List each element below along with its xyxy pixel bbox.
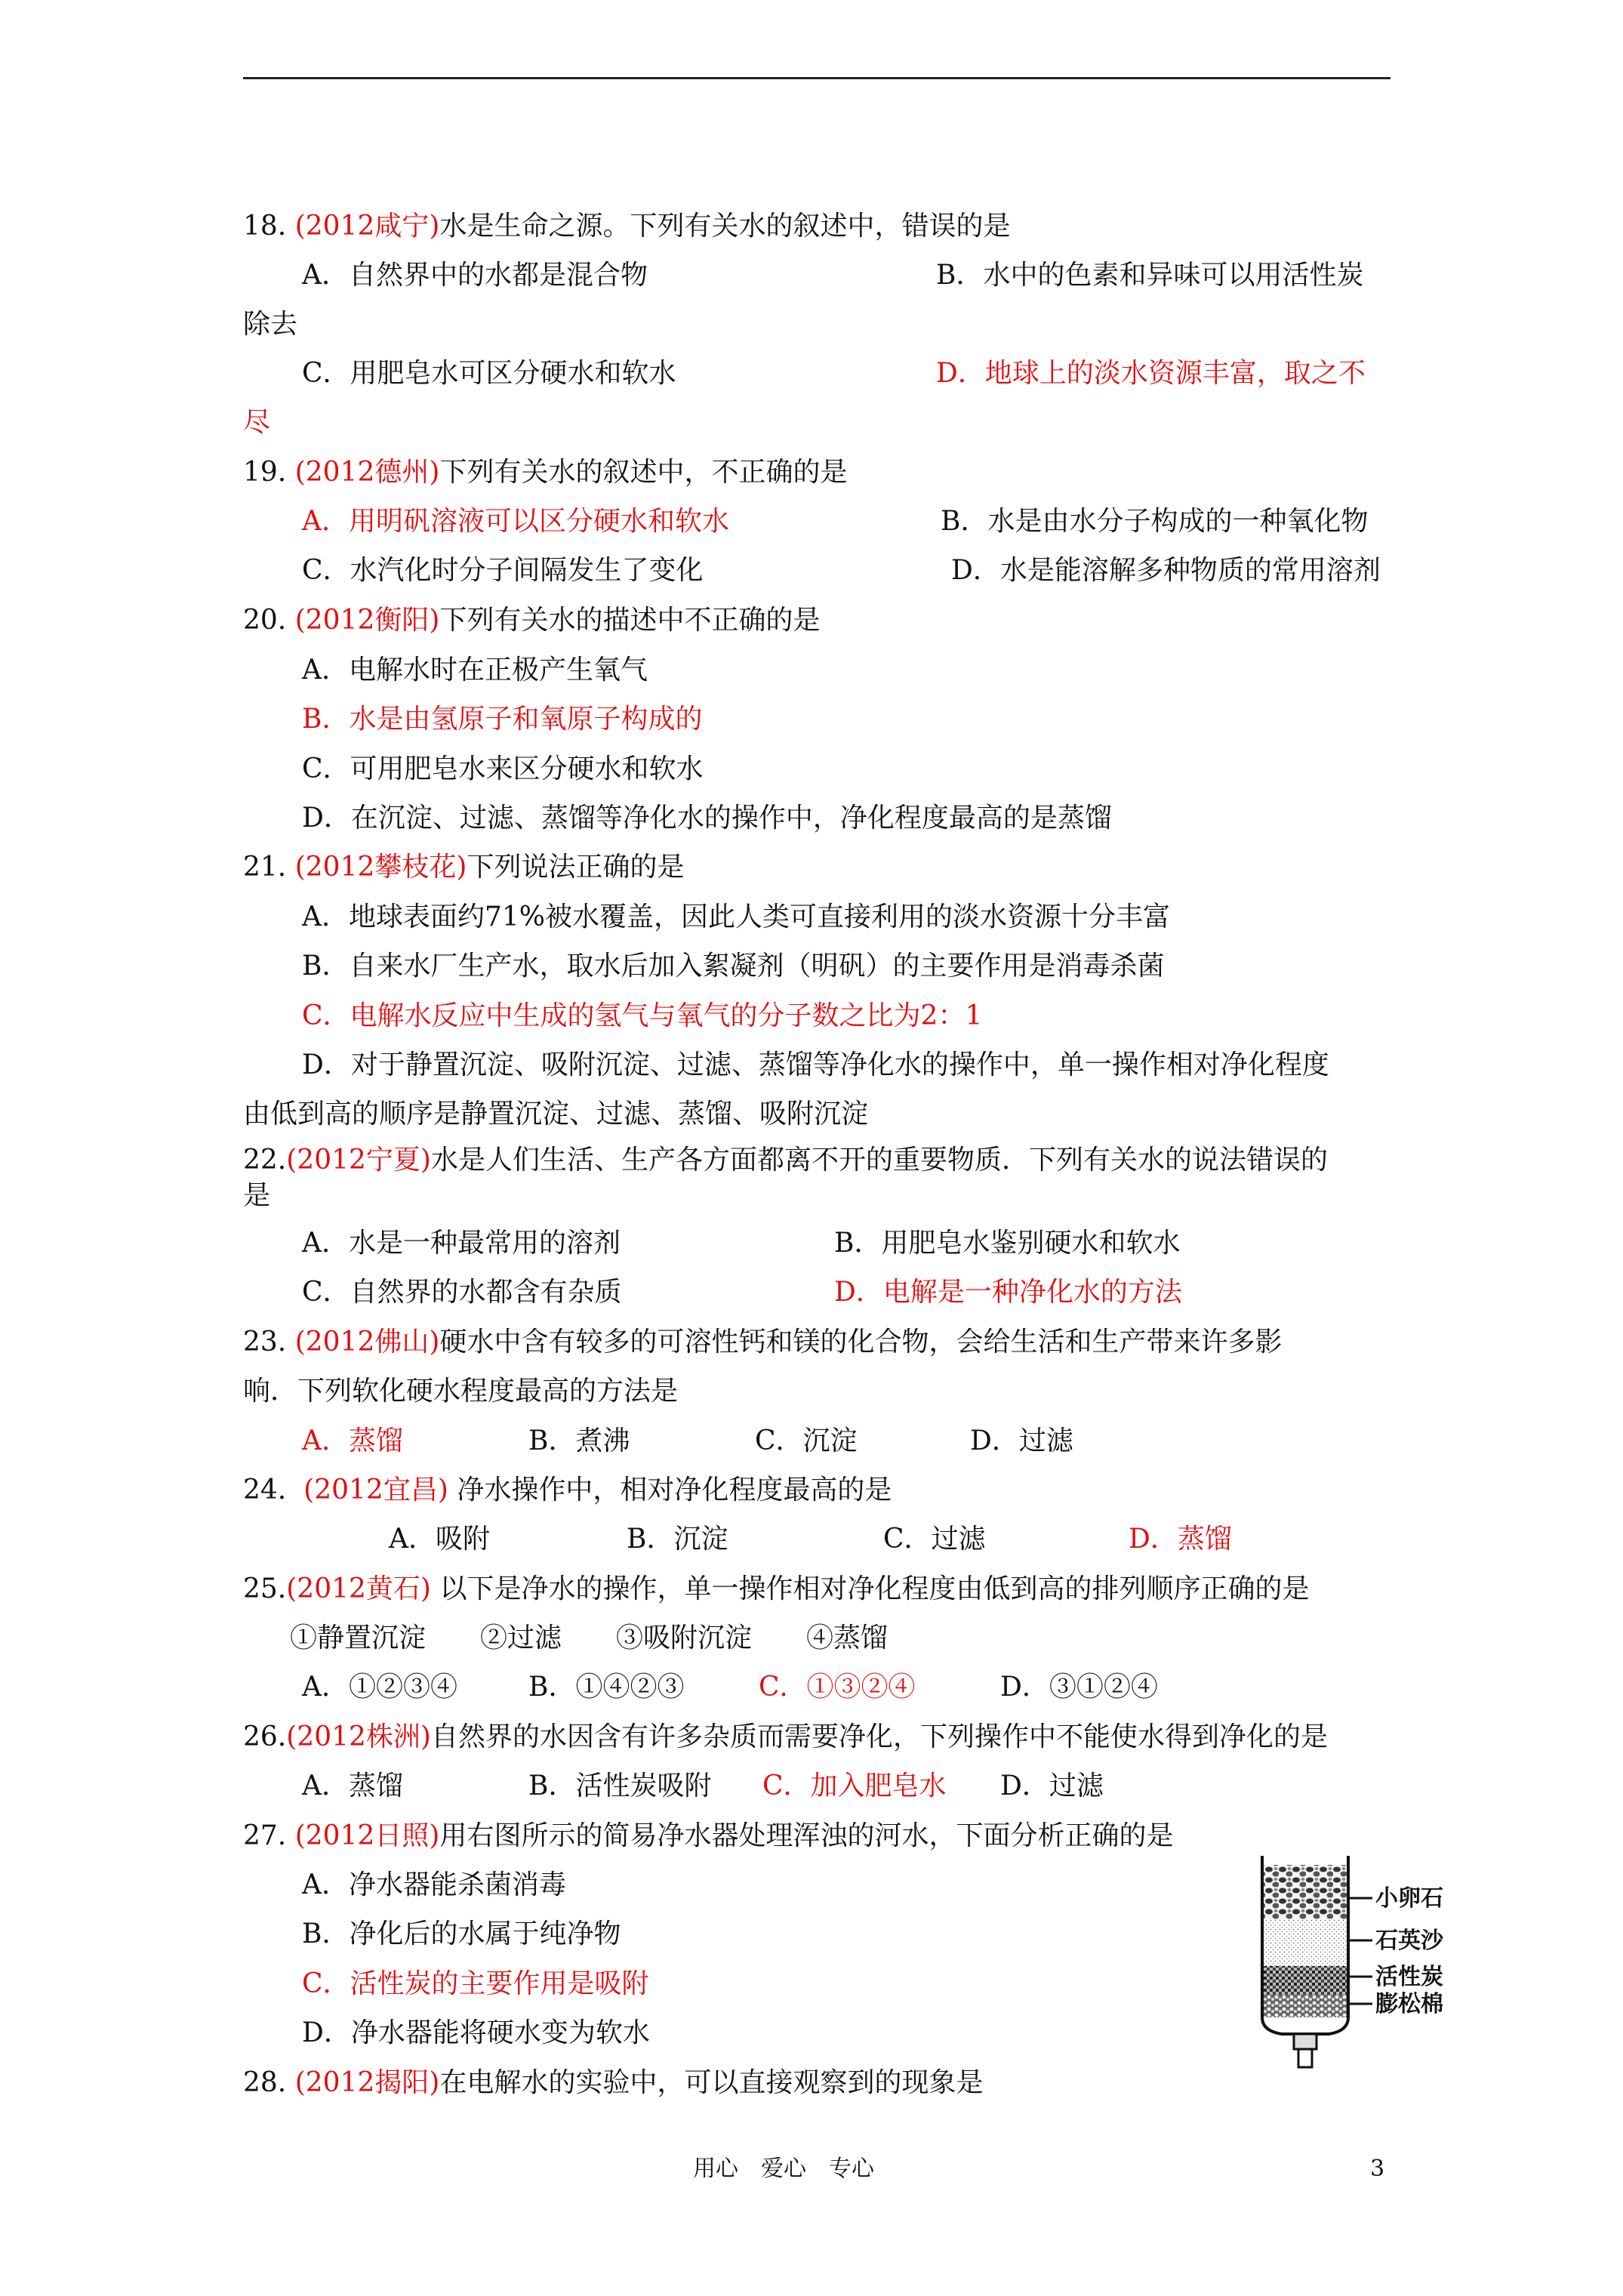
question-20: 20. (2012衡阳)下列有关水的描述中不正确的是 <box>243 605 821 636</box>
q18-option-d-cont: 尽 <box>243 407 271 438</box>
label-pebbles: 小卵石 <box>1375 1885 1443 1912</box>
q24-option-b: B．沉淀 <box>627 1524 728 1555</box>
question-26: 26.(2012株洲)自然界的水因含有许多杂质而需要净化，下列操作中不能使水得到净化的是 <box>243 1721 1328 1752</box>
q26-option-d: D．过滤 <box>1000 1771 1104 1801</box>
q25-option-b: B．①④②③ <box>528 1672 685 1703</box>
q25-option-d: D．③①②④ <box>1000 1672 1158 1703</box>
q21-option-a: A．地球表面约71%被水覆盖，因此人类可直接利用的淡水资源十分丰富 <box>302 901 1171 932</box>
header-rule <box>243 77 1390 79</box>
q20-option-a: A．电解水时在正极产生氧气 <box>302 655 648 686</box>
q24-option-a: A．吸附 <box>389 1524 490 1555</box>
question-21: 21. (2012攀枝花)下列说法正确的是 <box>243 852 685 883</box>
q22-option-b: B．用肥皂水鉴别硬水和软水 <box>834 1228 1181 1259</box>
question-27: 27. (2012日照)用右图所示的简易净水器处理浑浊的河水，下面分析正确的是 <box>243 1820 1174 1851</box>
question-22: 22.(2012宁夏)水是人们生活、生产各方面都离不开的重要物质．下列有关水的说法错误的 <box>243 1145 1328 1176</box>
q20-option-b: B．水是由氢原子和氧原子构成的 <box>302 704 703 735</box>
q26-option-b: B．活性炭吸附 <box>528 1771 712 1801</box>
outlet-pipe <box>1294 2034 1317 2049</box>
cotton-layer <box>1264 1995 1347 2017</box>
q21-option-d: D．对于静置沉淀、吸附沉淀、过滤、蒸馏等净化水的操作中，单一操作相对净化程度 <box>302 1049 1329 1080</box>
question-19: 19. (2012德州)下列有关水的叙述中，不正确的是 <box>243 457 848 488</box>
question-28: 28. (2012揭阳)在电解水的实验中，可以直接观察到的现象是 <box>243 2067 984 2098</box>
q24-option-d: D．蒸馏 <box>1129 1524 1232 1555</box>
q23-option-c: C．沉淀 <box>755 1425 858 1456</box>
q27-option-c: C．活性炭的主要作用是吸附 <box>302 1968 649 1999</box>
label-activated-carbon: 活性炭 <box>1375 1964 1443 1990</box>
q22-option-a: A．水是一种最常用的溶剂 <box>302 1228 621 1259</box>
question-24: 24. (2012宜昌) 净水操作中，相对净化程度最高的是 <box>243 1475 892 1505</box>
label-quartz-sand: 石英沙 <box>1375 1928 1443 1954</box>
q24-option-c: C．过滤 <box>883 1524 986 1555</box>
q26-option-c: C．加入肥皂水 <box>762 1771 947 1801</box>
page-number: 3 <box>1370 2156 1385 2182</box>
question-23-cont: 响．下列软化硬水程度最高的方法是 <box>243 1376 679 1407</box>
q27-option-a: A．净水器能杀菌消毒 <box>302 1869 566 1900</box>
water-purifier-figure <box>1252 1856 1478 2071</box>
q22-option-d: D．电解是一种净化水的方法 <box>834 1277 1182 1308</box>
q18-option-a: A．自然界中的水都是混合物 <box>302 260 648 291</box>
q18-option-d: D．地球上的淡水资源丰富，取之不 <box>936 358 1366 389</box>
question-18: 18. (2012咸宁)水是生命之源。下列有关水的叙述中，错误的是 <box>243 211 1011 242</box>
q20-option-c: C．可用肥皂水来区分硬水和软水 <box>302 754 704 784</box>
q19-option-a: A．用明矾溶液可以区分硬水和软水 <box>302 506 729 537</box>
q20-option-d: D．在沉淀、过滤、蒸馏等净化水的操作中，净化程度最高的是蒸馏 <box>302 803 1112 834</box>
q18-option-b-cont: 除去 <box>243 309 298 340</box>
question-22-cont: 是 <box>243 1180 271 1211</box>
question-23: 23. (2012佛山)硬水中含有较多的可溶性钙和镁的化合物，会给生活和生产带来许多影 <box>243 1327 1283 1358</box>
q23-option-b: B．煮沸 <box>528 1425 630 1456</box>
q25-items: ①静置沉淀 ②过滤 ③吸附沉淀 ④蒸馏 <box>290 1623 888 1653</box>
q19-option-b: B．水是由水分子构成的一种氧化物 <box>941 506 1369 537</box>
q22-option-c: C．自然界的水都含有杂质 <box>302 1277 622 1308</box>
label-cotton: 膨松棉 <box>1375 1991 1443 2017</box>
q21-option-b: B．自来水厂生产水，取水后加入絮凝剂（明矾）的主要作用是消毒杀菌 <box>302 951 1165 982</box>
q26-option-a: A．蒸馏 <box>302 1771 403 1801</box>
carbon-layer <box>1264 1966 1347 1995</box>
q21-option-c: C．电解水反应中生成的氢气与氧气的分子数之比为2：1 <box>302 1000 983 1031</box>
footer-motto: 用心 爱心 专心 <box>693 2156 874 2182</box>
q19-option-c: C．水汽化时分子间隔发生了变化 <box>302 555 704 586</box>
pebble-layer <box>1264 1865 1347 1919</box>
q25-option-a: A．①②③④ <box>302 1672 457 1703</box>
sand-layer <box>1264 1919 1347 1966</box>
q18-option-b: B．水中的色素和异味可以用活性炭 <box>936 260 1364 291</box>
q27-option-b: B．净化后的水属于纯净物 <box>302 1918 621 1949</box>
q19-option-d: D．水是能溶解多种物质的常用溶剂 <box>951 555 1381 586</box>
q25-option-c: C．①③②④ <box>759 1672 916 1703</box>
q21-option-d-cont: 由低到高的顺序是静置沉淀、过滤、蒸馏、吸附沉淀 <box>243 1099 869 1130</box>
q23-option-d: D．过滤 <box>970 1425 1073 1456</box>
question-25: 25.(2012黄石) 以下是净水的操作，单一操作相对净化程度由低到高的排列顺序正确的是 <box>243 1573 1310 1604</box>
q18-option-c: C．用肥皂水可区分硬水和软水 <box>302 358 676 389</box>
q23-option-a: A．蒸馏 <box>302 1425 403 1456</box>
q27-option-d: D．净水器能将硬水变为软水 <box>302 2017 650 2048</box>
